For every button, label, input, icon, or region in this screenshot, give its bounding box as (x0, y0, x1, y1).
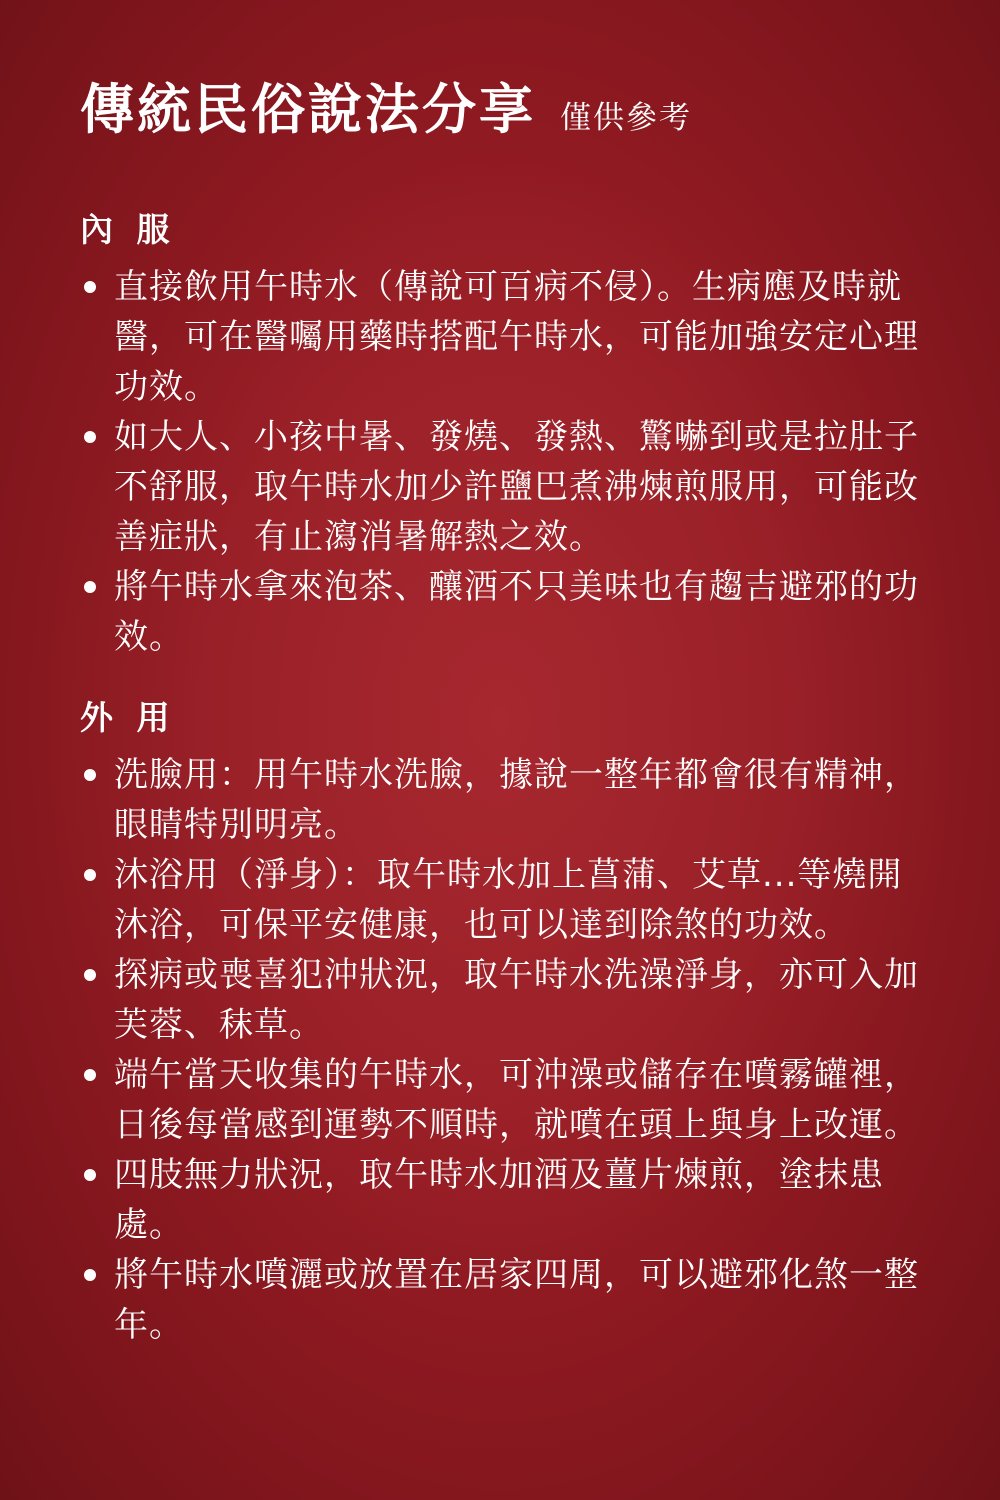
list-item (80, 562, 920, 662)
header (80, 77, 692, 141)
list-item-text: 沐浴用（淨身）：取午時水加上菖蒲、艾草...等燒開沐浴，可保平安健康，也可以達到除煞的功效。 (114, 855, 903, 945)
section-heading: 外 用 (80, 698, 176, 737)
list-item (80, 1250, 920, 1350)
item-list (80, 262, 920, 662)
bullet-icon (84, 869, 96, 881)
bullet-icon (84, 769, 96, 781)
list-item-text: 將午時水拿來泡茶、釀酒不只美味也有趨吉避邪的功效。 (114, 567, 919, 657)
section-external-use (80, 696, 920, 1350)
list-item (80, 262, 920, 412)
list-item-text: 洗臉用：用午時水洗臉，據說一整年都會很有精神，眼睛特別明亮。 (114, 755, 919, 845)
bullet-icon (84, 281, 96, 293)
list-item (80, 850, 920, 950)
list-item (80, 1150, 920, 1250)
list-item-text: 直接飲用午時水（傳說可百病不侵）。生病應及時就醫，可在醫囑用藥時搭配午時水，可能加強安定心理功效。 (114, 267, 919, 407)
bullet-icon (84, 1169, 96, 1181)
list-item-text: 將午時水噴灑或放置在居家四周，可以避邪化煞一整年。 (114, 1255, 919, 1345)
list-item-text: 四肢無力狀況，取午時水加酒及薑片煉煎，塗抹患處。 (114, 1155, 884, 1245)
page-subtitle: 僅供參考 (560, 100, 692, 136)
section-internal-use (80, 208, 920, 662)
list-item (80, 750, 920, 850)
bullet-icon (84, 1069, 96, 1081)
list-item-text: 如大人、小孩中暑、發燒、發熱、驚嚇到或是拉肚子不舒服，取午時水加少許鹽巴煮沸煉煎服用，可能改善症狀，有止瀉消暑解熱之效。 (114, 417, 919, 557)
bullet-icon (84, 431, 96, 443)
bullet-icon (84, 581, 96, 593)
list-item (80, 412, 920, 562)
list-item-text: 探病或喪喜犯沖狀況，取午時水洗澡淨身，亦可入加芙蓉、秣草。 (114, 955, 919, 1045)
bullet-icon (84, 1269, 96, 1281)
list-item (80, 950, 920, 1050)
item-list (80, 750, 920, 1350)
section-heading: 內 服 (80, 210, 176, 249)
list-item (80, 1050, 920, 1150)
bullet-icon (84, 969, 96, 981)
list-item-text: 端午當天收集的午時水，可沖澡或儲存在噴霧罐裡，日後每當感到運勢不順時，就噴在頭上與身上改運。 (114, 1055, 919, 1145)
page-title: 傳統民俗說法分享 (80, 77, 536, 141)
